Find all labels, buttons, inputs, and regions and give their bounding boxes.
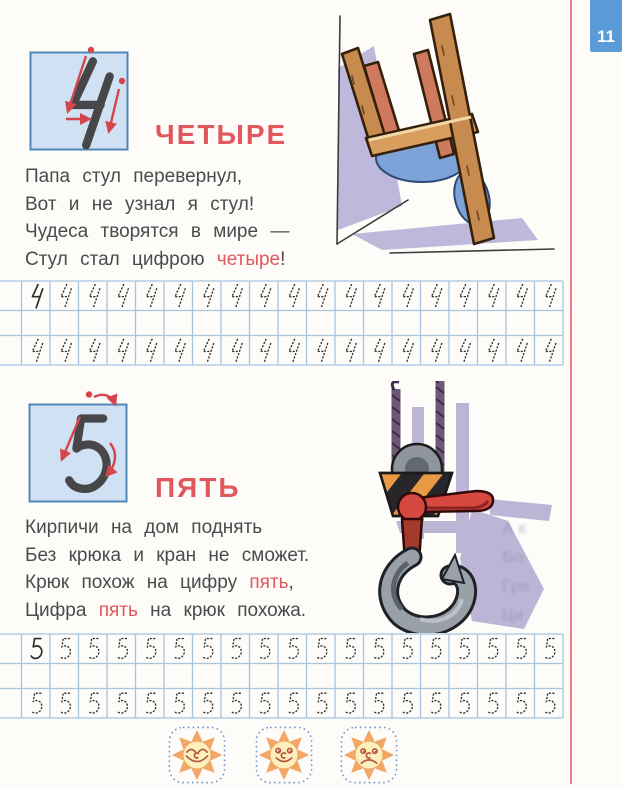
poem-line: Папа стул перевернул, (25, 166, 243, 187)
page-number: 11 (597, 27, 615, 46)
poem-line: Кирпичи на дом поднять (25, 517, 263, 538)
sun-happy-icon (255, 726, 313, 784)
poem-line: Чудеса творятся в мире — (25, 221, 290, 242)
trace-strip-four (0, 280, 564, 366)
poem-line: Вот и не узнал я стул! (25, 193, 255, 215)
poem-line: Без крюка и кран не сможет. (25, 544, 310, 566)
sun-sad-icon (340, 726, 398, 784)
digit-4-tracing-square (29, 39, 129, 151)
page-number-badge (590, 0, 622, 52)
trace-strip-five (0, 633, 564, 719)
poem-line: Стул стал цифрою четыре! (25, 248, 286, 270)
upside-down-chair-illustration (322, 6, 572, 264)
poem-line: Цифра пять на крюк похожа. (25, 599, 307, 621)
crane-hook-illustration (372, 381, 572, 633)
poem-five (25, 514, 309, 624)
section-five-title: ПЯТЬ (155, 472, 241, 503)
self-assessment-suns (0, 726, 622, 784)
poem-four (25, 163, 289, 273)
bleed-through-text: А к Бо Гро Ци (502, 520, 531, 624)
poem-line: Крюк похож на цифру пять, (25, 572, 294, 593)
section-four-title: ЧЕТЫРЕ (155, 119, 288, 150)
sun-very-happy-icon (168, 726, 226, 784)
digit-5-tracing-square (28, 391, 128, 503)
